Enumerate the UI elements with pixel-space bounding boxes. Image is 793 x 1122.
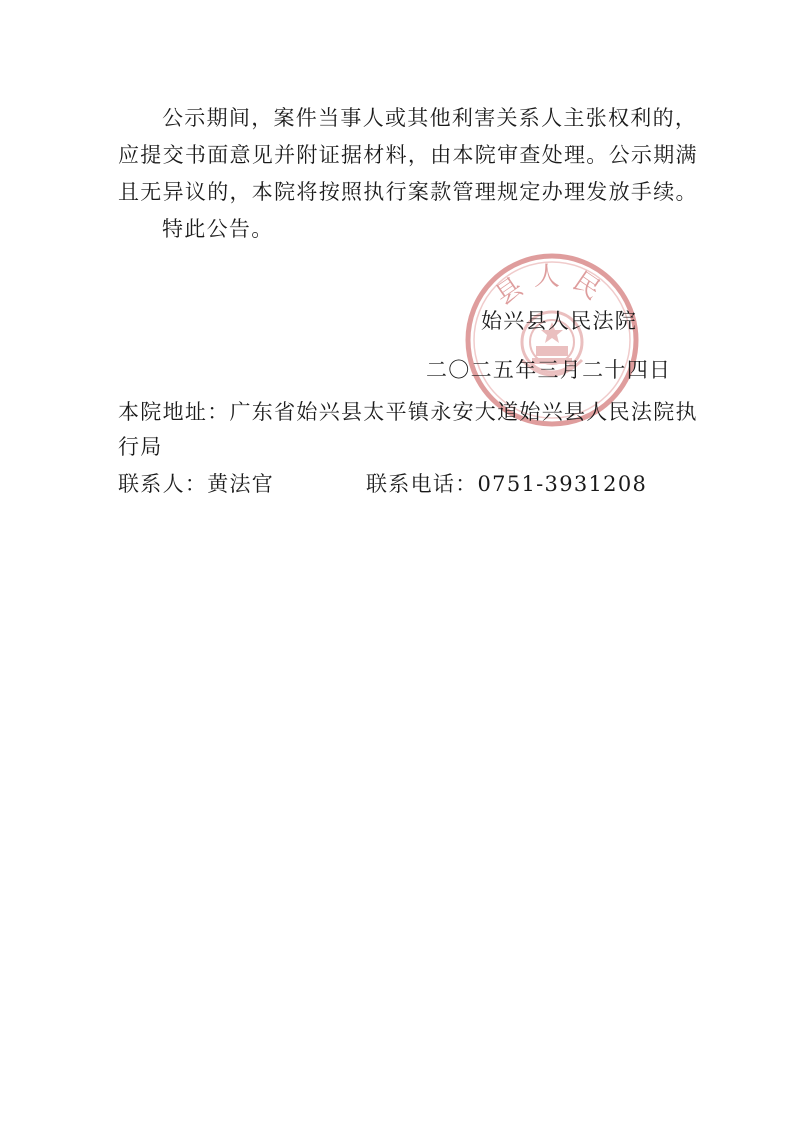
seal-text: 县人民 [490,262,614,312]
closing-text: 特此公告。 [162,217,274,241]
court-name: 始兴县人民法院 [481,309,638,333]
contact-person: 联系人：黄法官 [118,472,275,496]
notice-date: 二〇二五年三月二十四日 [426,358,672,382]
address-line-1: 本院地址：广东省始兴县太平镇永安大道始兴县人民法院执 [118,400,698,424]
address-line-2: 行局 [118,435,163,459]
court-address [118,395,698,465]
paragraph-line-2: 应提交书面意见并附证据材料，由本院审查处理。公示期满 [118,143,698,167]
notice-paragraph [118,100,698,248]
paragraph-line-1: 公示期间，案件当事人或其他利害关系人主张权利的， [162,106,698,130]
contact-phone: 联系电话：0751-3931208 [366,472,648,496]
paragraph-line-3: 且无异议的，本院将按照执行案款管理规定办理发放手续。 [118,180,698,204]
